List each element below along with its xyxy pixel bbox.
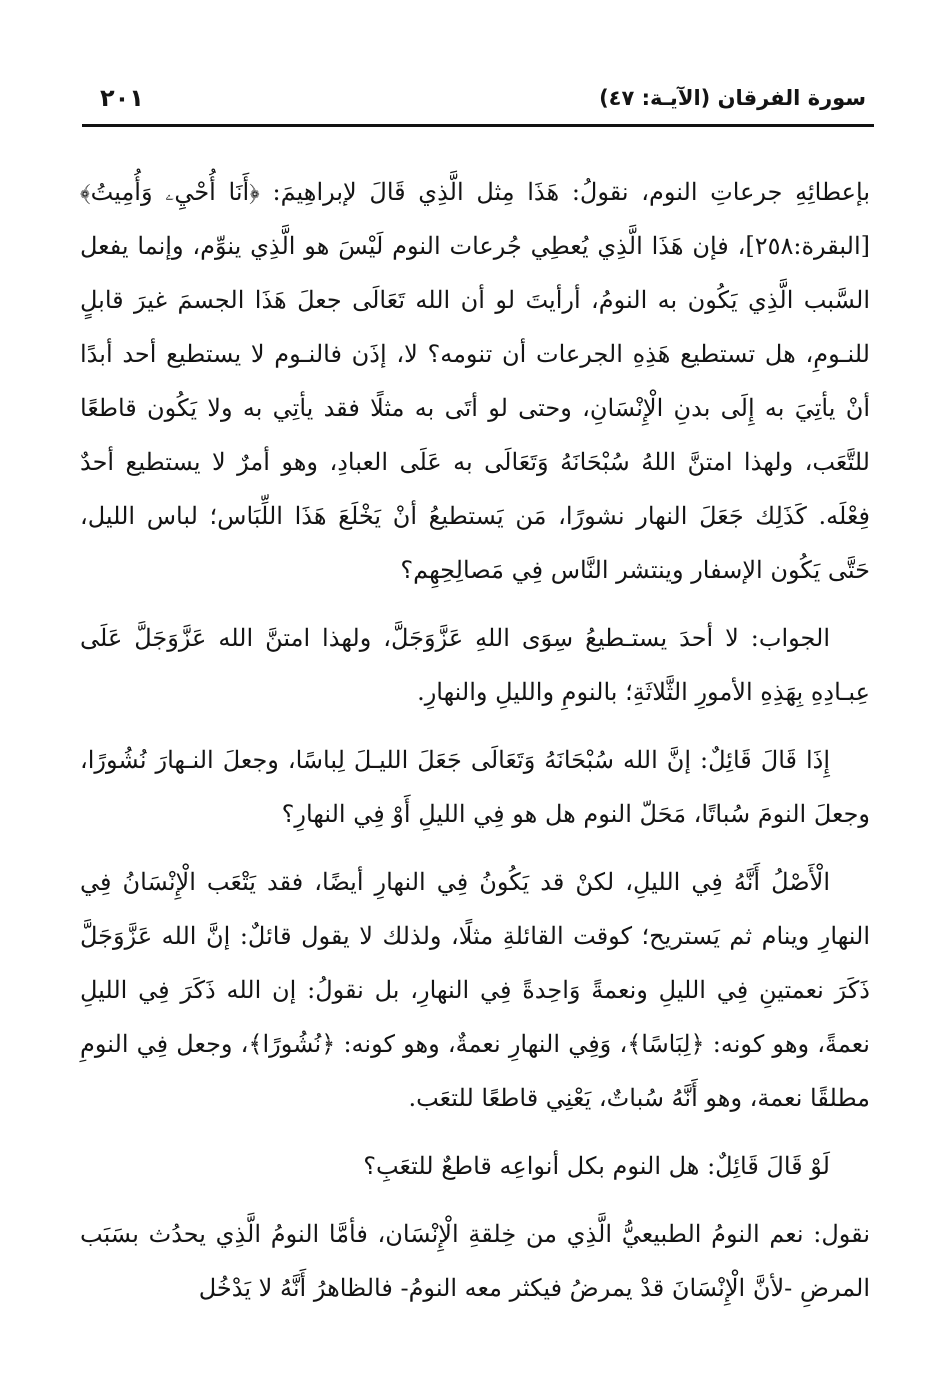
header-divider (82, 124, 874, 127)
paragraph: الْأَصْلُ أَنَّهُ فِي الليلِ، لكنْ قد يَكُونُ فِي النهارِ أيضًا، فقد يَتْعَب الْإِنْسَانُ فِي النهارِ وينام ثم يَستريح؛ كوقت القائلةِ مثلًا، ولذلك لا يقول قائلٌ: إنَّ الله عَزَّوَجَلَّ ذَكَرَ نعمتينِ فِي الليلِ ونعمةً وَاحِدةً فِي النهارِ، بل نقولُ: إن الله ذَكَرَ فِي الليلِ نعمةً، وهو كونه: ﴿لِبَاسًا﴾، وَفِي النهارِ نعمةٌ، وهو كونه: ﴿نُشُورًا﴾، وجعل فِي النومِ مطلقًا نعمة، وهو أَنَّهُ سُباتٌ، يَعْنِي قاطعًا للتعَب. (80, 868, 870, 1112)
paragraph: نقول: نعم النومُ الطبيعيُّ الَّذِي من خِلقةِ الْإِنْسَان، فأمَّا النومُ الَّذِي يحدُث بسَبَب المرضِ -لأنَّ الْإِنْسَانَ قدْ يمرضُ فيكثر معه النومُ- فالظاهرُ أَنَّهُ لا يَدْخُل (80, 1220, 870, 1302)
paragraph: إِذَا قَالَ قَائِلٌ: إنَّ الله سُبْحَانَهُ وَتَعَالَى جَعَلَ الليـلَ لِباسًا، وجعلَ النـهارَ نُشُورًا، وجعلَ النومَ سُباتًا، مَحَلّ النوم هل هو فِي الليلِ أَوْ فِي النهارِ؟ (80, 746, 870, 828)
paragraph: الجواب: لا أحدَ يستـطيعُ سِوَى اللهِ عَزَّوَجَلَّ، ولهذا امتنَّ الله عَزَّوَجَلَّ عَلَى عِبـادِهِ بِهَذِهِ الأمورِ الثَّلاثَةِ؛ بالنومِ والليلِ والنهارِ. (80, 624, 870, 706)
surah-title: سورة الفرقان (الآيـة: ٤٧) (599, 86, 866, 110)
body-text (80, 165, 870, 1329)
paragraph: بإعطائِهِ جرعاتِ النوم، نقولُ: هَذَا مِثل الَّذِي قَالَ لإبراهِيمَ: ﴿أَنَا أُحْيِۦ وَأُمِيتُ﴾ [البقرة:٢٥٨]، فإن هَذَا الَّذِي يُعطِي جُرعات النوم لَيْسَ هو الَّذِي ينوِّم، وإنما يفعل السَّبب الَّذِي يَكُون به النومُ، أرأيتَ لو أن الله تَعَالَى جعلَ هَذَا الجسمَ غيرَ قابلٍ للنـومِ، هل تستطيع هَذِهِ الجرعات أن تنومه؟ لا، إذَن فالنـوم لا يستطيع أحد أبدًا أنْ يأتِيَ به إِلَى بدنِ الْإِنْسَانِ، وحتى لو أتَى به مثلًا فقد يأتِي به ولا يَكُون قاطعًا للتَّعَب، ولهذا امتنَّ اللهُ سُبْحَانَهُ وَتَعَالَى به عَلَى العبادِ، وهو أمرٌ لا يستطيع أحدٌ فِعْلَه. كَذَلِك جَعَلَ النهار نشورًا، مَن يَستطيعُ أنْ يَخْلَعَ هَذَا اللِّبَاس؛ لباس الليل، حَتَّى يَكُون الإسفار وينتشر النَّاس فِي مَصالِحِهِم؟ (80, 178, 870, 584)
page-number: ٢٠١ (100, 84, 144, 112)
paragraph: لَوْ قَالَ قَائِلٌ: هل النوم بكل أنواعِه قاطعٌ للتعَبِ؟ (363, 1152, 830, 1180)
page-header (82, 86, 870, 122)
